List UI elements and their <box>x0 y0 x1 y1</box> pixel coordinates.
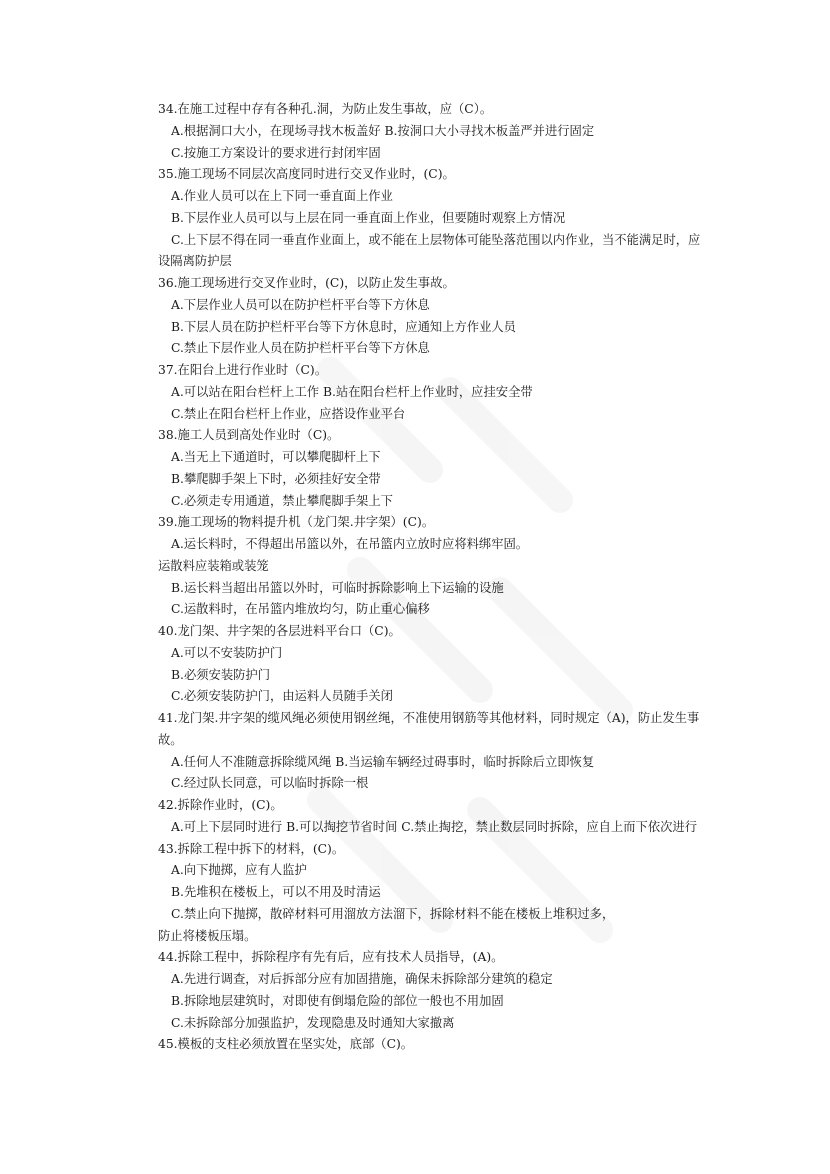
question-text: 40.龙门架、井字架的各层进料平台口（C)。 <box>158 624 401 638</box>
option-text: C.禁止向下抛掷，散碎材料可用溜放方法溜下，拆除材料不能在楼板上堆积过多， <box>171 906 615 921</box>
option-text: B.下层作业人员可以与上层在同一垂直面上作业，但要随时观察上方情况 <box>171 210 566 225</box>
question-text: 34.在施工过程中存有各种孔.洞，为防止发生事故，应（C）。 <box>158 102 493 116</box>
question-text: 42.拆除作业时，(C)。 <box>158 798 283 812</box>
option-text: B.运长料当超出吊篮以外时，可临时拆除影响上下运输的设施 <box>171 580 504 595</box>
continued-text: 运散料应装箱或装笼 <box>158 558 269 573</box>
watermark <box>260 330 680 970</box>
option-text: A.可上下层同时进行 B.可以掏挖节省时间 C.禁止掏挖，禁止数层同时拆除，应自上而下依次进行 <box>171 819 698 834</box>
question-text: 37.在阳台上进行作业时（C)。 <box>158 363 328 377</box>
option-text: C.必须安装防护门，由运料人员随手关闭 <box>171 689 393 704</box>
option-text: A.可以站在阳台栏杆上工作 B.站在阳台栏杆上作业时，应挂安全带 <box>171 384 533 399</box>
option-text: A.向下抛掷，应有人监护 <box>171 863 307 878</box>
question-text: 39.施工现场的物料提升机（龙门架.井字架）(C)。 <box>158 515 435 530</box>
option-text: B.先堆积在楼板上，可以不用及时清运 <box>171 885 381 899</box>
continued-text: 防止将楼板压塌。 <box>158 928 257 943</box>
option-text: C.禁止在阳台栏杆上作业，应搭设作业平台 <box>171 406 406 421</box>
option-text: A.先进行调查，对后拆部分应有加固措施，确保未拆除部分建筑的稳定 <box>171 972 553 986</box>
question-text: 43.拆除工程中拆下的材料，(C)。 <box>158 841 345 856</box>
option-text: C.未拆除部分加强监护，发现隐患及时通知大家撤离 <box>171 1015 455 1030</box>
question-text: 35.施工现场不同层次高度同时进行交叉作业时，(C)。 <box>158 167 455 182</box>
question-text: 45.模板的支柱必须放置在坚实处，底部（C)。 <box>158 1037 414 1052</box>
continued-text: 设隔离防护层 <box>158 254 232 269</box>
option-text: A.作业人员可以在上下同一垂直面上作业 <box>171 189 393 203</box>
option-text: C.经过队长同意，可以临时拆除一根 <box>171 776 369 791</box>
option-text: C.按施工方案设计的要求进行封闭牢固 <box>171 145 381 160</box>
question-text: 36.施工现场进行交叉作业时，(C)，以防止发生事故。 <box>158 276 455 290</box>
option-text: A.任何人不准随意拆除缆风绳 B.当运输车辆经过碍事时，临时拆除后立即恢复 <box>171 754 595 769</box>
option-text: B.必须安装防护门 <box>171 667 271 682</box>
option-text: C.必须走专用通道，禁止攀爬脚手架上下 <box>171 493 393 508</box>
option-text: A.可以不安装防护门 <box>171 645 283 660</box>
question-text: 44.拆除工程中，拆除程序有先有后，应有技术人员指导，(A)。 <box>158 950 504 965</box>
option-text: C.上下层不得在同一垂直作业面上，或不能在上层物体可能坠落范围以内作业，当不能满足时，应 <box>171 232 701 247</box>
option-text: B.拆除地层建筑时，对即使有倒塌危险的部位一般也不用加固 <box>171 993 504 1008</box>
option-text: B.攀爬脚手架上下时，必须挂好安全带 <box>171 471 381 486</box>
question-text: 38.施工人员到高处作业时（C)。 <box>158 428 340 443</box>
option-text: A.运长料时，不得超出吊篮以外，在吊篮内立放时应将料绑牢固。 <box>171 537 529 551</box>
continued-text: 故。 <box>158 732 183 747</box>
option-text: C.禁止下层作业人员在防护栏杆平台等下方休息 <box>171 341 430 356</box>
question-text: 41.龙门架.井字架的缆风绳必须使用钢丝绳，不准使用钢筋等其他材料，同时规定（A)，防止发生事 <box>158 711 700 725</box>
option-text: A.下层作业人员可以在防护栏杆平台等下方休息 <box>171 297 430 312</box>
option-text: B.下层人员在防护栏杆平台等下方休息时，应通知上方作业人员 <box>171 319 516 334</box>
option-text: A.当无上下通道时，可以攀爬脚杆上下 <box>171 450 381 464</box>
option-text: C.运散料时，在吊篮内堆放均匀，防止重心偏移 <box>171 602 430 617</box>
option-text: A.根据洞口大小，在现场寻找木板盖好 B.按洞口大小寻找木板盖严并进行固定 <box>171 123 595 138</box>
